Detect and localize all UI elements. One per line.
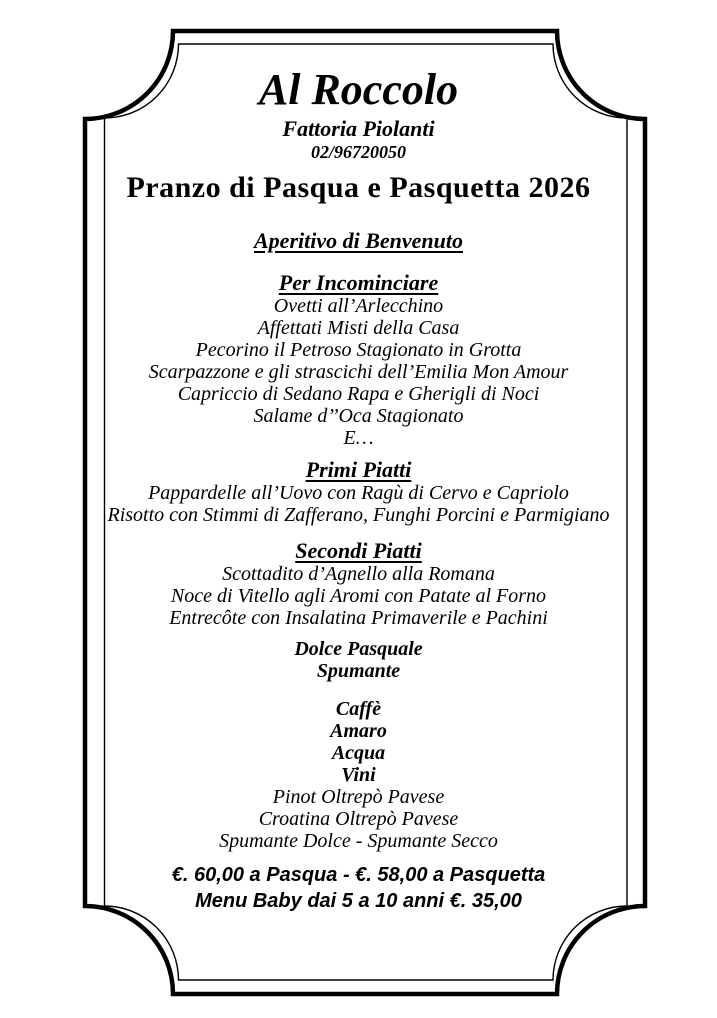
menu-item: Scarpazzone e gli strascichi dell’Emilia Mon Amour [148,361,569,383]
restaurant-subtitle: Fattoria Piolanti [282,116,435,141]
menu-item-acqua: Acqua [331,742,386,764]
wine-item: Pinot Oltrepò Pavese [272,786,445,808]
menu-item: Pecorino il Petroso Stagionato in Grotta [195,339,522,361]
menu-item-spumante: Spumante [316,660,401,682]
heading-aperitivo: Aperitivo di Benvenuto [254,228,463,253]
heading-per-incominciare: Per Incominciare [278,270,439,295]
menu-item: Scottadito d’Agnello alla Romana [222,563,495,585]
heading-secondi-piatti: Secondi Piatti [295,538,422,563]
menu-item: E… [343,427,374,449]
menu-item-dolce: Dolce Pasquale [294,638,423,660]
menu-item: Risotto con Stimmi di Zafferano, Funghi Porcini e Parmigiano [107,504,610,526]
menu-item-amaro: Amaro [330,720,387,742]
menu-item-caffe: Caffè [335,698,382,720]
price-line-adults: €. 60,00 a Pasqua - €. 58,00 a Pasquetta [171,864,546,886]
phone-number: 02/96720050 [310,142,406,162]
menu-item: Pappardelle all’Uovo con Ragù di Cervo e Capriolo [148,482,569,504]
menu-item: Affettati Misti della Casa [257,317,460,339]
menu-item: Capriccio di Sedano Rapa e Gherigli di Noci [177,383,540,405]
menu-item: Entrecôte con Insalatina Primaverile e Pachini [169,607,548,629]
heading-primi-piatti: Primi Piatti [305,457,412,482]
wine-item: Croatina Oltrepò Pavese [258,808,459,830]
menu-item: Salame d’’Oca Stagionato [253,405,464,427]
price-line-baby: Menu Baby dai 5 a 10 anni €. 35,00 [195,890,522,912]
menu-item: Ovetti all’Arlecchino [273,295,444,317]
restaurant-name: Al Roccolo [258,65,459,114]
menu-item-vini: Vini [341,764,376,786]
menu-item: Noce di Vitello agli Aromi con Patate al Forno [170,585,547,607]
event-title: Pranzo di Pasqua e Pasquetta 2026 [126,171,591,204]
wine-item: Spumante Dolce - Spumante Secco [219,830,498,852]
